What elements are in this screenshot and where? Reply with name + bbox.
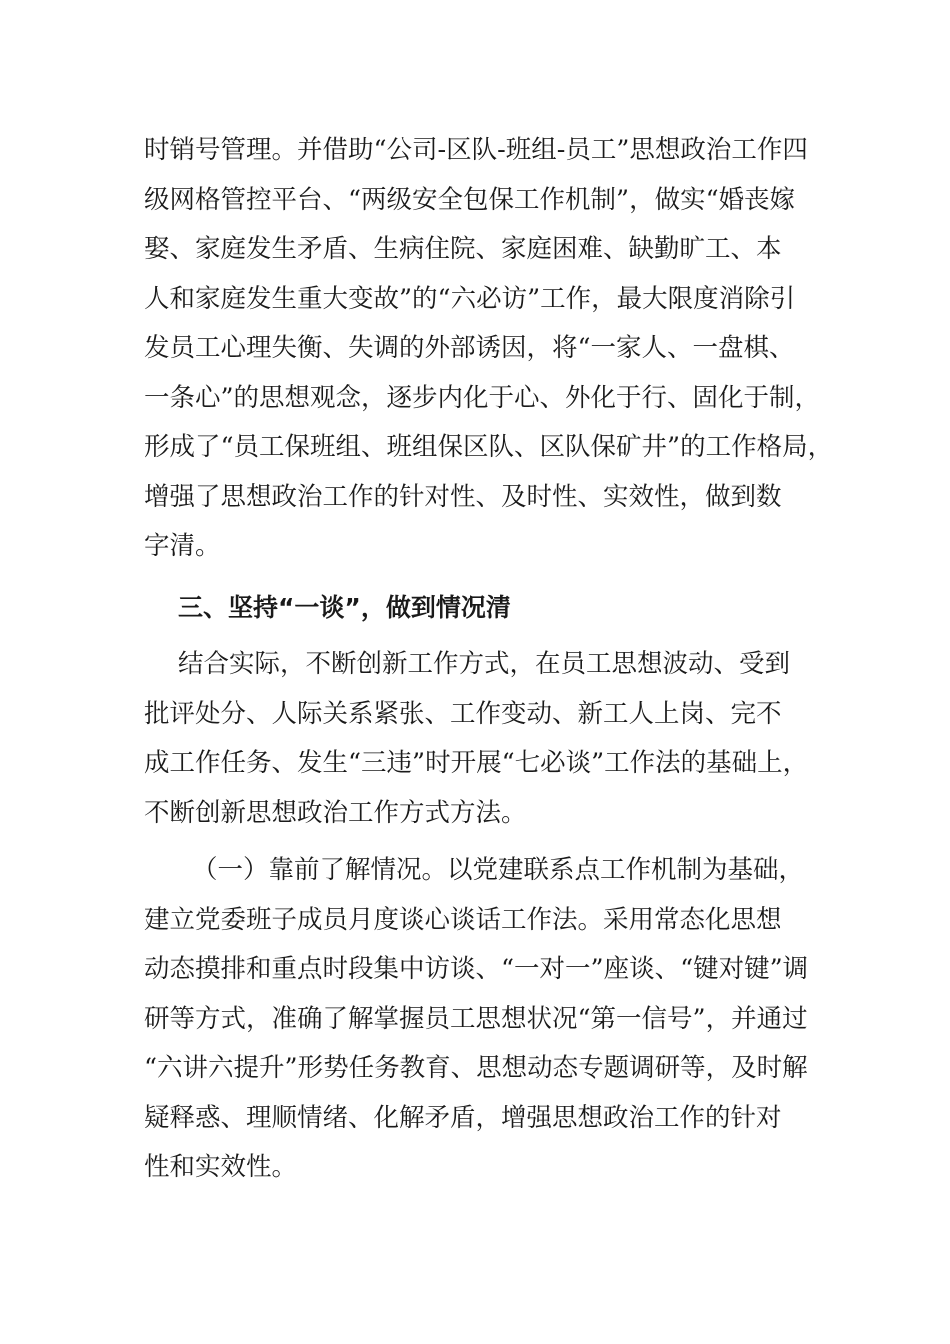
paragraph-seven-talks xyxy=(144,640,834,838)
text-line: 成工作任务、发生“三违”时开展“七必谈”工作法的基础上， xyxy=(144,748,809,778)
text-line: 增强了思想政治工作的针对性、及时性、实效性，做到数 xyxy=(144,481,782,512)
text-line: “六讲六提升”形势任务教育、思想动态专题调研等，及时解 xyxy=(144,1053,808,1083)
text-line: 人和家庭发生重大变故”的“六必访”工作，最大限度消除引 xyxy=(144,283,796,314)
text-line: 结合实际，不断创新工作方式，在员工思想波动、受到 xyxy=(178,649,791,679)
text-line: 形成了“员工保班组、班组保区队、区队保矿井”的工作格局， xyxy=(144,432,834,462)
text-line: 性和实效性。 xyxy=(144,1152,298,1182)
text-line: 批评处分、人际关系紧张、工作变动、新工人上岗、完不 xyxy=(144,698,782,729)
text-line: 一条心”的思想观念，逐步内化于心、外化于行、固化于制， xyxy=(144,382,821,413)
paragraph-spacer xyxy=(144,838,834,846)
paragraph-spacer xyxy=(144,572,834,583)
heading-text: 三、坚持“一谈”，做到情况清 xyxy=(178,592,511,622)
section-heading-3 xyxy=(144,583,834,633)
text-line: 级网格管控平台、“两级安全包保工作机制”，做实“婚丧嫁 xyxy=(144,184,796,215)
paragraph-spacer xyxy=(144,632,834,640)
text-line: 疑释惑、理顺情绪、化解矛盾，增强思想政治工作的针对 xyxy=(144,1102,782,1133)
paragraph-grid-management xyxy=(144,126,834,572)
text-line: 娶、家庭发生矛盾、生病住院、家庭困难、缺勤旷工、本 xyxy=(144,234,782,264)
text-line: （一）靠前了解情况。以党建联系点工作机制为基础， xyxy=(192,855,805,885)
text-line: 动态摸排和重点时段集中访谈、“一对一”座谈、“键对键”调 xyxy=(144,954,809,984)
text-line: 研等方式，准确了解掌握员工思想状况“第一信号”，并通过 xyxy=(144,1003,808,1034)
text-line: 时销号管理。并借助“公司-区队-班组-员工”思想政治工作四 xyxy=(144,135,808,165)
text-line: 字清。 xyxy=(144,531,221,561)
text-line: 不断创新思想政治工作方式方法。 xyxy=(144,797,527,828)
paragraph-understand-situation xyxy=(144,846,834,1193)
text-line: 建立党委班子成员月度谈心谈话工作法。采用常态化思想 xyxy=(144,904,782,935)
document-body xyxy=(144,126,834,1193)
text-line: 发员工心理失衡、失调的外部诱因，将“一家人、一盘棋、 xyxy=(144,333,795,363)
